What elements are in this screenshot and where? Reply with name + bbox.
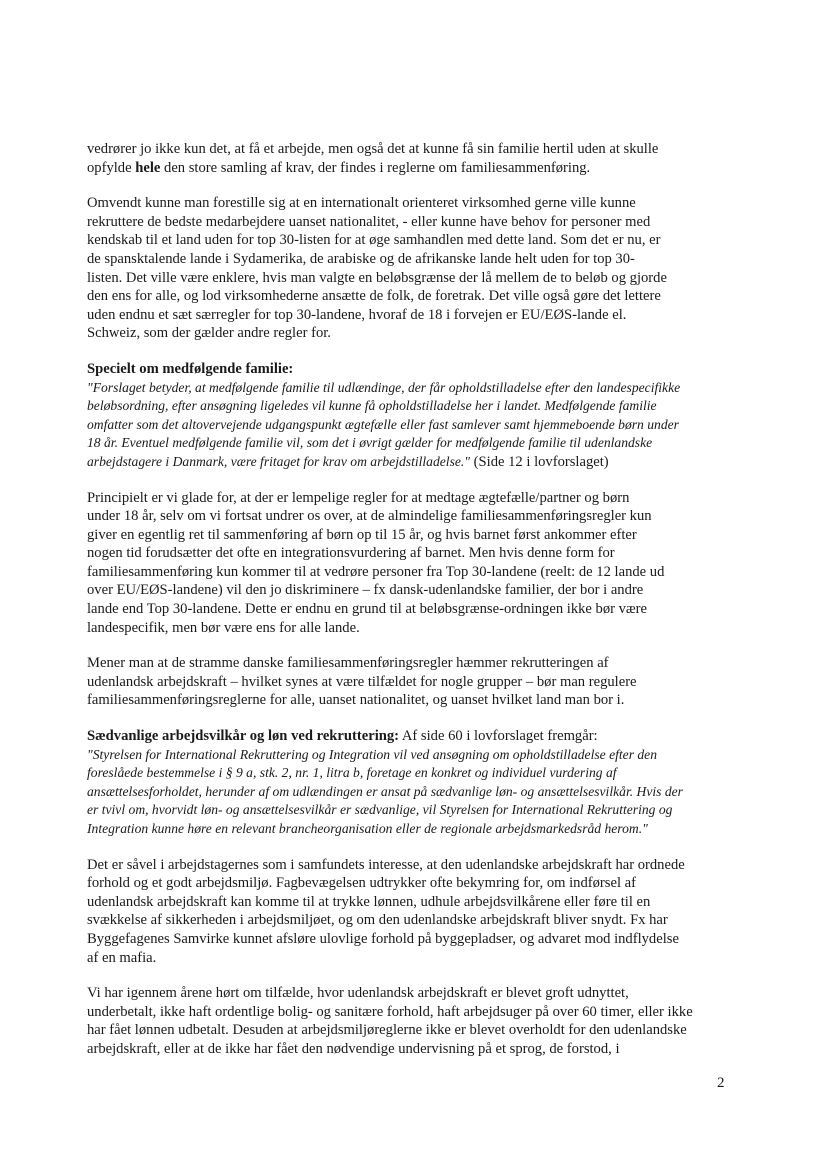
text-line: familiesammenføringsreglerne for alle, uanset nationalitet, og uanset hvilket land man bor i. — [87, 692, 625, 709]
text-line: landespecifik, men bør være ens for alle lande. — [87, 619, 360, 636]
text-line: uden endnu et sæt særregler for top 30-landene, hvoraf de 18 i forvejen er EU/EØS-lande el. — [87, 306, 627, 323]
text-line: nogen tid forudsætter det ofte en integrationsvurdering af barnet. Men hvis denne form for — [87, 545, 615, 562]
paragraph-5 — [87, 856, 747, 968]
section-heading — [87, 727, 747, 746]
text-line: Det er såvel i arbejdstagernes som i samfundets interesse, at den udenlandske arbejdskraft har ordnede — [87, 856, 685, 873]
text-line: underbetalt, ikke haft ordentlige bolig- og sanitære forhold, haft arbejdsuger på over 60 timer, eller ikke — [87, 1003, 693, 1020]
text-line — [87, 159, 747, 178]
text-line: udenlandsk arbejdskraft kan komme til at trykke lønnen, udhule arbejdsvilkårene eller føre til en — [87, 893, 651, 910]
quote-line: 18 år. Eventuel medfølgende familie vil, som det i øvrigt gælder for medfølgende familie til udenlandske — [87, 435, 653, 451]
text-line: over EU/EØS-landene) vil den jo diskriminere – fx dansk-udenlandske familier, der bor i andre — [87, 582, 644, 599]
section-heading-tail: Af side 60 i lovforslaget fremgår: — [399, 728, 598, 745]
text-line: kendskab til et land uden for top 30-listen for at øge samhandlen med dette land. Som det er nu, er — [87, 232, 661, 249]
paragraph-3 — [87, 489, 747, 638]
text-line: arbejdskraft, eller at de ikke har fået den nødvendige undervisning på et sprog, de forstod, i — [87, 1040, 620, 1057]
section-family — [87, 360, 747, 472]
quote-line: omfatter som det altovervejende udgangspunkt ægtefælle eller fast samlever samt hjemmeboende børn under — [87, 416, 679, 432]
quote-line: er tvivl om, hvorvidt løn- og ansættelsesvilkår er sædvanlige, vil Styrelsen for International Rekruttering og — [87, 802, 673, 818]
text-line: Schweiz, som der gælder andre regler for. — [87, 325, 331, 342]
text-line: giver en egentlig ret til sammenføring af børn op til 15 år, og hvis barnet først ankommer efter — [87, 526, 637, 543]
quote-line: Integration kunne høre en relevant brancheorganisation eller de regionale arbejdsmarkedsråd herom." — [87, 821, 648, 836]
quote-text: arbejdstagere i Danmark, være fritaget for krav om arbejdstilladelse." — [87, 453, 471, 469]
text-line: rekruttere de bedste medarbejdere uanset nationalitet, - eller kunne have behov for personer med — [87, 213, 651, 230]
text-line: Omvendt kunne man forestille sig at en internationalt orienteret virksomhed gerne ville kunne — [87, 195, 636, 212]
text-line: svækkelse af sikkerheden i arbejdsmiljøet, og om den udenlandske arbejdskraft bliver snydt. Fx har — [87, 912, 668, 929]
text-line: under 18 år, selv om vi fortsat undrer os over, at de almindelige familiesammenføringsregler kun — [87, 508, 652, 525]
paragraph-6 — [87, 984, 747, 1058]
text-line: den ens for alle, og lod virksomhederne ansætte de folk, de foretrak. Det ville også gøre det lettere — [87, 288, 661, 305]
section-heading-text: Sædvanlige arbejdsvilkår og løn ved rekruttering: — [87, 728, 400, 745]
section-heading — [87, 360, 747, 379]
quote-line: foreslåede bestemmelse i § 9 a, stk. 2, nr. 1, litra b, foretage en konkret og individuel vurdering af — [87, 765, 617, 781]
quote-line: ansættelsesforholdet, herunder af om udlændingen er ansat på sædvanlige løn- og ansættelsesvilkår. Hvis der — [87, 783, 683, 799]
text-line: de spansktalende lande i Sydamerika, de arabiske og de afrikanske lande helt uden for top 30- — [87, 250, 635, 267]
text-fragment: den store samling af krav, der findes i reglerne om familiesammenføring. — [160, 159, 591, 176]
page-number: 2 — [717, 1075, 725, 1091]
paragraph-1 — [87, 140, 747, 177]
emphasis: hele — [135, 159, 161, 176]
quote-line: "Forslaget betyder, at medfølgende familie til udlændinge, der får opholdstilladelse efter den landespecifikke — [87, 379, 681, 395]
text-line: listen. Det ville være enklere, hvis man valgte en beløbsgrænse der lå mellem de to beløb og gjorde — [87, 269, 667, 286]
paragraph-2 — [87, 194, 747, 343]
section-conditions — [87, 727, 747, 839]
text-line: af en mafia. — [87, 949, 157, 966]
section-heading-text: Specielt om medfølgende familie: — [87, 360, 294, 377]
document-page — [87, 140, 747, 1059]
text-line: Mener man at de stramme danske familiesammenføringsregler hæmmer rekrutteringen af — [87, 655, 609, 672]
text-line: Principielt er vi glade for, at der er lempelige regler for at medtage ægtefælle/partner og børn — [87, 489, 630, 506]
text-line: Vi har igennem årene hørt om tilfælde, hvor udenlandsk arbejdskraft er blevet groft udnyttet, — [87, 985, 629, 1002]
quote-line: "Styrelsen for International Rekruttering og Integration vil ved ansøgning om opholdstilladelse efter den — [87, 746, 658, 762]
text-line: familiesammenføring kun kommer til at vedrøre personer fra Top 30-landene (reelt: de 12 lande ud — [87, 563, 665, 580]
quote-line: beløbsordning, efter ansøgning ligeledes vil kunne få opholdstilladelse her i landet. Medfølgende familie — [87, 398, 657, 414]
text-line: lande end Top 30-landene. Dette er endnu en grund til at beløbsgrænse-ordningen ikke bør være — [87, 601, 648, 618]
paragraph-4 — [87, 654, 747, 710]
text-line: forhold og et godt arbejdsmiljø. Fagbevægelsen udtrykker ofte bekymring for, om indførsel af — [87, 875, 636, 892]
text-line: har fået lønnen udbetalt. Desuden at arbejdsmiljøreglerne ikke er blevet overholdt for den udenlandske — [87, 1022, 687, 1039]
text-line: udenlandsk arbejdskraft – hvilket synes at være tilfældet for nogle grupper – bør man regulere — [87, 673, 637, 690]
text-line: vedrører jo ikke kun det, at få et arbejde, men også det at kunne få sin familie hertil uden at skulle — [87, 141, 659, 157]
text-fragment: opfylde — [87, 159, 136, 176]
source-note: (Side 12 i lovforslaget) — [470, 453, 609, 470]
text-line: Byggefagenes Samvirke kunnet afsløre ulovlige forhold på byggepladser, og advaret mod indflydelse — [87, 930, 679, 947]
quote-line — [87, 453, 747, 472]
